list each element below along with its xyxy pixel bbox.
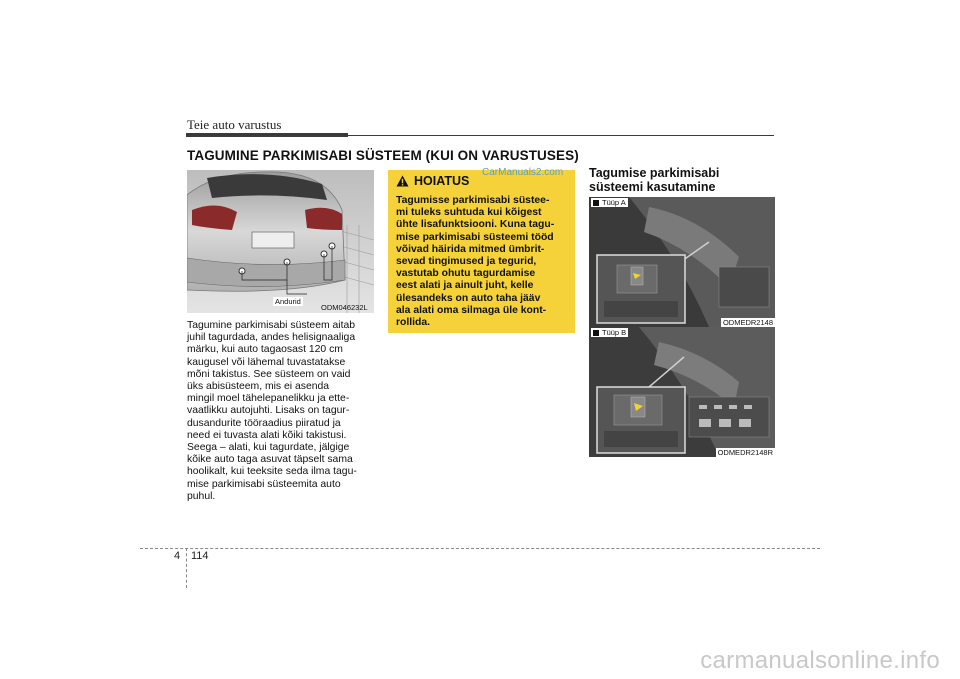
warning-line: sevad tingimused ja tegurid,: [396, 256, 537, 268]
warning-line: ülesandeks on auto taha jääv: [396, 292, 541, 304]
warning-line: mise parkimisabi süsteemi tööd: [396, 231, 554, 243]
sensors-label-text: Andurid: [275, 297, 301, 306]
body-text: [187, 320, 374, 503]
text-line: Seega – alati, kui tagurdate, jälgige: [187, 442, 350, 454]
console-illustration-a: [589, 197, 775, 327]
text-line: märku, kui auto tagaosast 120 cm: [187, 344, 343, 356]
type-b-label: [591, 328, 628, 337]
bullet-square-icon: [593, 200, 599, 206]
image-code-a: ODMEDR2148: [722, 318, 773, 327]
warning-title: HOIATUS: [414, 174, 470, 188]
type-b-label-text: Tüüp B: [602, 328, 627, 337]
text-line: üks abisüsteem, mis ei asenda: [187, 381, 330, 393]
text-line: mingil moel tähelepanelikku ja ette-: [187, 393, 350, 405]
section-title: TAGUMINE PARKIMISABI SÜSTEEM (KUI ON VARUSTUSES): [187, 148, 579, 163]
warning-line: ala alati oma silmaga üle kont-: [396, 304, 547, 316]
type-a-label: [591, 198, 628, 207]
subsection-title: [589, 166, 779, 194]
warning-triangle-icon: [396, 175, 409, 187]
text-line: hoolikalt, kui teeksite seda ilma tagu-: [187, 466, 357, 478]
console-photo-type-a: [589, 197, 775, 327]
text-line: Tagumine parkimisabi süsteem aitab: [187, 320, 356, 331]
chapter-number: 4: [174, 550, 181, 562]
footer-divider: [186, 548, 187, 588]
warning-line: rollida.: [396, 317, 431, 329]
running-title: Teie auto varustus: [187, 117, 282, 132]
bullet-square-icon: [593, 330, 599, 336]
warning-line: võivad häirida mitmed ümbrit-: [396, 243, 545, 255]
console-photo-type-b: [589, 327, 775, 457]
warning-line: Tagumisse parkimisabi süstee-: [396, 195, 550, 206]
text-line: juhil tagurdada, andes helisignaaliga: [187, 332, 356, 344]
text-line: kaugusel või lähemal tuvastatakse: [187, 356, 346, 368]
page-number: 114: [191, 550, 209, 562]
warning-line: ühte lisafunktsiooni. Kuna tagu-: [396, 219, 555, 231]
image-code-b: ODMEDR2148R: [717, 448, 773, 457]
subsection-title-line: Tagumise parkimisabi: [589, 166, 720, 180]
text-line: mise parkimisabi süsteemita auto: [187, 478, 341, 490]
type-a-label-text: Tüüp A: [602, 198, 626, 207]
site-watermark-top: CarManuals2.com: [482, 167, 564, 178]
subsection-title-line: süsteemi kasutamine: [589, 180, 716, 194]
text-line: need ei tuvasta alati kõiki takistusi.: [187, 429, 347, 441]
text-line: puhul.: [187, 490, 216, 502]
sensors-label: [273, 297, 303, 306]
header-bar: [186, 133, 348, 137]
warning-line: mi tuleks suhtuda kui kõigest: [396, 207, 542, 219]
console-illustration-b: [589, 327, 775, 457]
text-line: mõni takistus. See süsteem on vaid: [187, 368, 351, 380]
footer-rule: [140, 548, 820, 549]
header-rule: [348, 135, 774, 136]
warning-line: vastutab ohutu tagurdamise: [396, 268, 536, 280]
car-rear-illustration: [187, 170, 374, 313]
text-line: dusandurite tööraadius piiratud ja: [187, 417, 341, 429]
site-watermark: carmanualsonline.info: [700, 647, 940, 674]
warning-header: [396, 174, 469, 188]
text-line: kõike auto taga asuvat täpselt sama: [187, 454, 353, 466]
warning-line: eest alati ja ainult juht, kelle: [396, 280, 534, 292]
car-rear-photo: [187, 170, 374, 313]
warning-text: [396, 195, 568, 329]
text-line: vaatlikku autojuhti. Lisaks on tagur-: [187, 405, 350, 417]
image-code: ODM046232L: [321, 303, 368, 312]
